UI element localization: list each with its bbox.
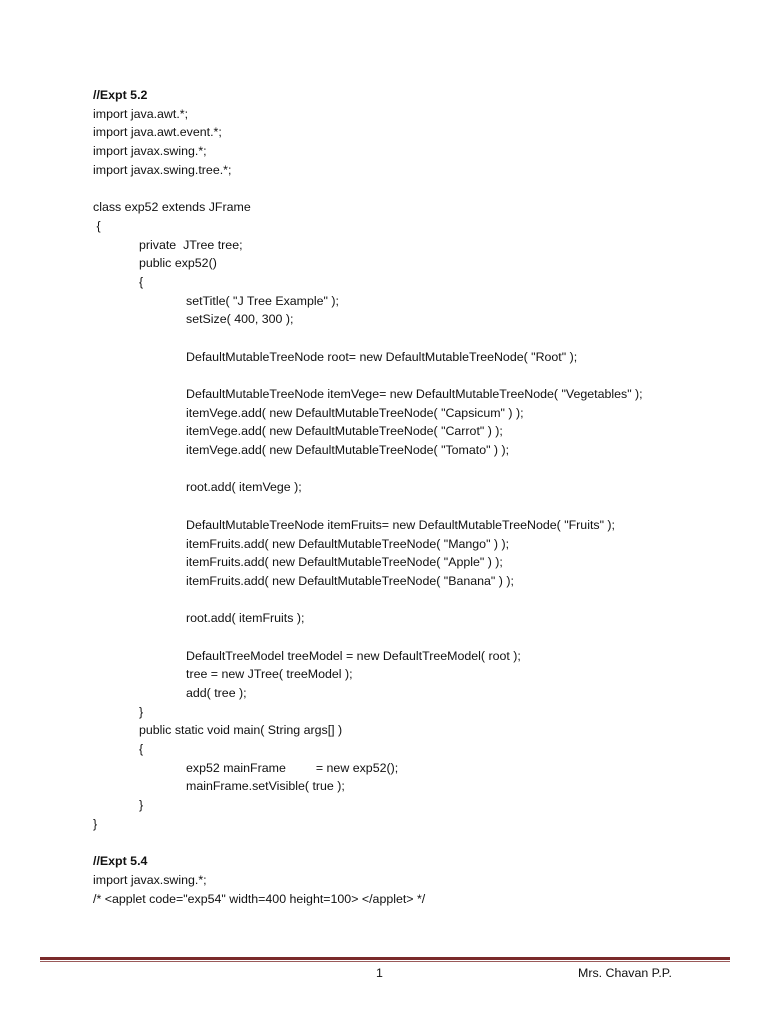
code-line: DefaultMutableTreeNode itemVege= new DefaultMutableTreeNode( "Vegetables" );	[186, 387, 643, 401]
blank-line	[186, 591, 733, 610]
code-line: itemFruits.add( new DefaultMutableTreeNode( "Apple" ) );	[186, 555, 503, 570]
footer-author: Mrs. Chavan P.P.	[578, 966, 672, 980]
code-line: private JTree tree;	[139, 237, 243, 252]
code-line: import javax.swing.tree.*;	[93, 162, 232, 177]
blank-line	[93, 834, 733, 853]
code-line: {	[93, 218, 101, 233]
code-line: DefaultTreeModel treeModel = new DefaultTreeModel( root );	[186, 648, 521, 663]
code-line: itemFruits.add( new DefaultMutableTreeNode( "Mango" ) );	[186, 536, 510, 551]
blank-line	[93, 179, 733, 198]
code-line: mainFrame.setVisible( true );	[186, 779, 345, 794]
code-token: exp52 mainFrame	[186, 760, 286, 775]
code-line: }	[139, 798, 144, 813]
footer-divider-thin	[40, 961, 730, 962]
code-line: itemVege.add( new DefaultMutableTreeNode( "Capsicum" ) );	[186, 405, 524, 420]
code-line: public static void main( String args[] )	[139, 723, 343, 738]
section-heading: //Expt 5.2	[93, 88, 148, 102]
code-line: tree = new JTree( treeModel );	[186, 667, 353, 682]
code-line: public exp52()	[139, 256, 217, 271]
blank-line	[186, 497, 733, 516]
code-line: import java.awt.*;	[93, 106, 189, 121]
blank-line	[186, 329, 733, 348]
code-token: = new exp52();	[315, 760, 399, 775]
code-line: }	[93, 816, 98, 831]
footer-divider	[40, 957, 730, 960]
code-line: }	[139, 704, 144, 719]
code-line: DefaultMutableTreeNode itemFruits= new DefaultMutableTreeNode( "Fruits" );	[186, 517, 615, 532]
page-number: 1	[376, 966, 383, 980]
code-line: DefaultMutableTreeNode root= new DefaultMutableTreeNode( "Root" );	[186, 349, 578, 364]
code-listing	[93, 86, 733, 908]
code-line	[186, 759, 733, 778]
code-line: {	[139, 742, 144, 757]
code-line: root.add( itemFruits );	[186, 611, 305, 626]
section-heading: //Expt 5.4	[93, 854, 148, 869]
blank-line	[186, 366, 733, 385]
code-line: import javax.swing.*;	[93, 872, 207, 887]
code-line: class exp52 extends JFrame	[93, 200, 251, 215]
code-line: setTitle( "J Tree Example" );	[186, 293, 339, 308]
code-line: /* <applet code="exp54" width=400 height=100> </applet> */	[93, 891, 426, 906]
code-line: import javax.swing.*;	[93, 144, 207, 159]
code-line: itemVege.add( new DefaultMutableTreeNode( "Carrot" ) );	[186, 424, 503, 439]
code-line: import java.awt.event.*;	[93, 125, 222, 140]
blank-line	[186, 460, 733, 479]
blank-line	[186, 628, 733, 647]
code-line: root.add( itemVege );	[186, 480, 302, 495]
code-line: add( tree );	[186, 686, 247, 700]
code-line: itemFruits.add( new DefaultMutableTreeNode( "Banana" ) );	[186, 573, 514, 588]
code-line: setSize( 400, 300 );	[186, 312, 294, 327]
code-line: itemVege.add( new DefaultMutableTreeNode( "Tomato" ) );	[186, 443, 510, 458]
code-line: {	[139, 274, 144, 289]
